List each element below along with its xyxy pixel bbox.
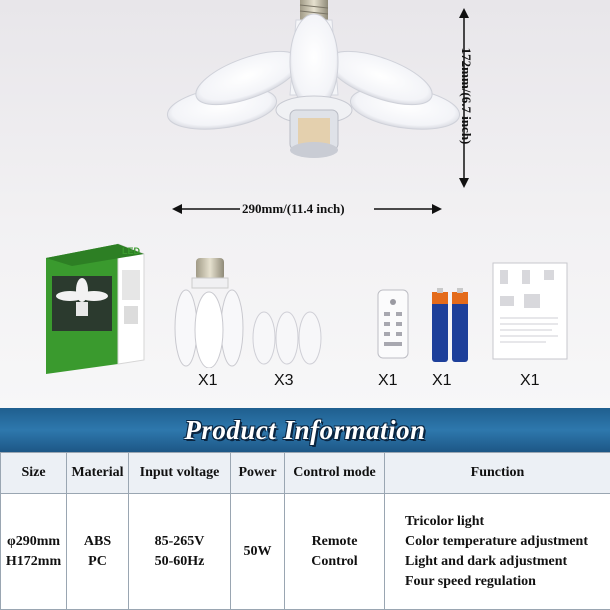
function-4: Four speed regulation bbox=[405, 573, 536, 589]
material-2: PC bbox=[88, 553, 107, 569]
width-label: 290mm/(11.4 inch) bbox=[242, 201, 345, 216]
size-height: H172mm bbox=[5, 553, 62, 569]
spec-header-row bbox=[1, 453, 610, 494]
qty-label-remote: X1 bbox=[378, 372, 398, 389]
cell-function bbox=[385, 494, 610, 610]
size-diameter: φ290mm bbox=[6, 533, 61, 549]
folded-bulb-image bbox=[174, 258, 244, 368]
box-brand-label: LED bbox=[122, 246, 140, 256]
header-input-voltage: Input voltage bbox=[129, 453, 231, 494]
qty-label-blades: X3 bbox=[274, 372, 294, 389]
function-2: Color temperature adjustment bbox=[405, 533, 589, 549]
header-material: Material bbox=[67, 453, 129, 494]
function-3: Light and dark adjustment bbox=[405, 553, 568, 569]
header-function: Function bbox=[385, 453, 610, 494]
remote-control-image bbox=[376, 288, 412, 362]
cell-size bbox=[1, 494, 67, 610]
header-control-mode: Control mode bbox=[285, 453, 385, 494]
header-size: Size bbox=[1, 453, 67, 494]
voltage-range: 85-265V bbox=[154, 533, 205, 549]
voltage-frequency: 50-60Hz bbox=[154, 553, 205, 569]
instruction-manual-image bbox=[492, 262, 568, 362]
cell-material bbox=[67, 494, 129, 610]
cell-control bbox=[285, 494, 385, 610]
header-power: Power bbox=[231, 453, 285, 494]
extra-blades-image bbox=[252, 308, 322, 368]
spec-table bbox=[0, 452, 610, 610]
qty-label-batteries: X1 bbox=[432, 372, 452, 389]
deformable-led-lamp-image bbox=[0, 0, 610, 200]
cell-voltage bbox=[129, 494, 231, 610]
control-line-2: Control bbox=[311, 553, 358, 569]
spec-value-row bbox=[1, 494, 610, 610]
cell-power: 50W bbox=[231, 494, 285, 610]
retail-box-image bbox=[40, 236, 150, 376]
batteries-image bbox=[430, 286, 470, 364]
product-information-banner bbox=[0, 408, 610, 452]
height-label: 172mm/(6.7 inch) bbox=[459, 47, 474, 145]
qty-label-manual: X1 bbox=[520, 372, 540, 389]
banner-title: Product Information bbox=[184, 414, 426, 445]
material-1: ABS bbox=[83, 533, 112, 549]
qty-label-bulb: X1 bbox=[198, 372, 218, 389]
function-1: Tricolor light bbox=[405, 513, 485, 529]
control-line-1: Remote bbox=[311, 533, 358, 549]
height-dimension bbox=[456, 8, 478, 188]
